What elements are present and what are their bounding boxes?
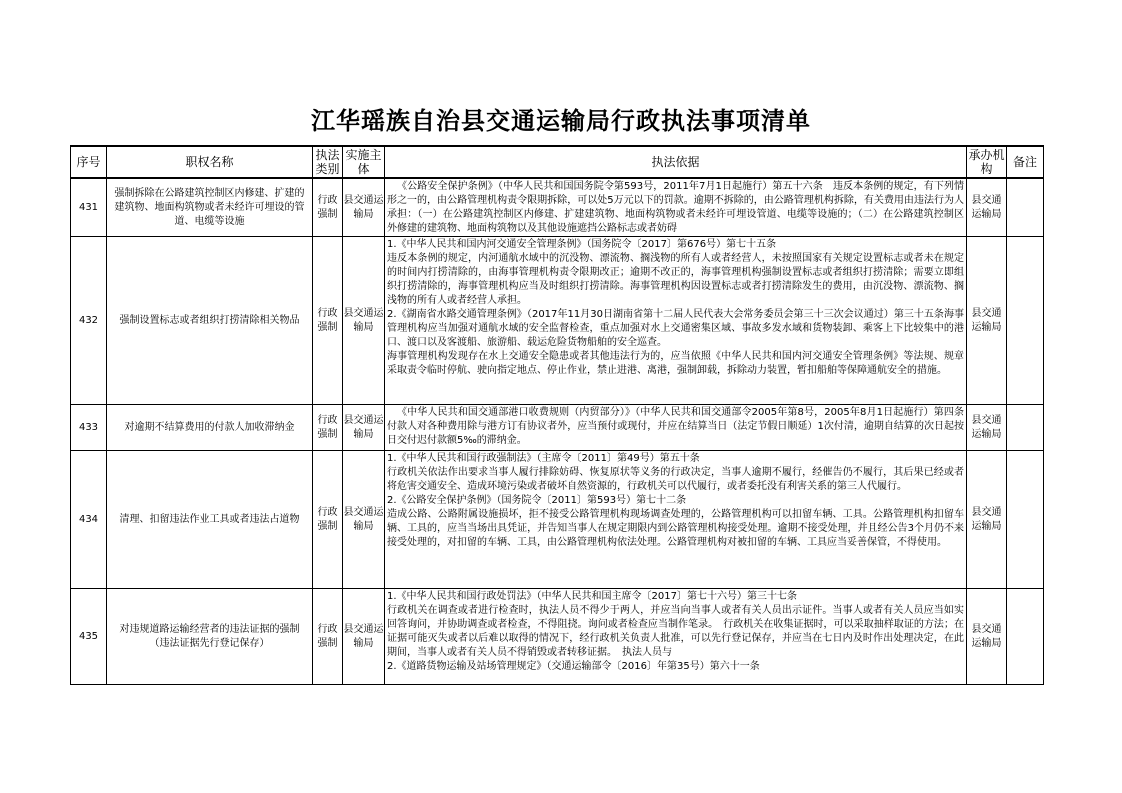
row-org: 县交通运输局 [967,589,1007,685]
basis-paragraph: 海事管理机构发现存在水上交通安全隐患或者其他违法行为的，应当依照《中华人民共和国内河交通安全管理条例》等法规、规章采取责令临时停航、驶向指定地点、停止作业，禁止进港、离港，强制卸载，拆除动力装置，暂扣船舶等保障通航安全的措施。 [387,351,964,376]
header-seq: 序号 [71,146,107,178]
row-name: 对违规道路运输经营者的违法证据的强制（违法证据先行登记保存） [107,589,313,685]
table-row [71,237,1044,405]
page-title: 江华瑶族自治县交通运输局行政执法事项清单 [311,106,811,135]
basis-paragraph: 《中华人民共和国交通部港口收费规则（内贸部分）》（中华人民共和国交通部令2005年第8号，2005年8月1日起施行）第四条 付款人对各种费用除与港方订有协议者外，应当预付或现付，并应在结算当日（法定节假日顺延）1次付清，逾期自结算的次日起按日交付迟付款额5‰的滞纳金。 [387,407,974,446]
basis-paragraph: 行政机关在调查或者进行检查时，执法人员不得少于两人，并应当向当事人或者有关人员出示证件。当事人或者有关人员应当如实回答询问，并协助调查或者检查，不得阻挠。询问或者检查应当制作笔录。 行政机关在收集证据时，可以采取抽样取证的方法；在证据可能灭失或者以后难以取得的情况下，经行政机关负责人批准，可以先行登记保存，并应当在七日内及时作出处理决定，在此期间，当事人或者有关人员不得销毁或者转移证据。 执法人员与 [387,605,964,658]
row-type: 行政强制 [313,237,343,405]
table-row [71,405,1044,451]
basis-paragraph: 1.《中华人民共和国行政强制法》（主席令〔2011〕第49号）第五十条 [387,453,700,464]
row-basis [385,451,967,589]
header-basis: 执法依据 [385,146,967,178]
row-org: 县交通运输局 [967,237,1007,405]
basis-paragraph: 1.《中华人民共和国行政处罚法》（中华人民共和国主席令〔2017〕第七十六号）第三十七条 [387,591,797,602]
table-row [71,589,1044,685]
header-name: 职权名称 [107,146,313,178]
row-subject: 县交通运输局 [343,451,385,589]
basis-paragraph: 2.《道路货物运输及站场管理规定》（交通运输部令〔2016〕年第35号）第六十一条 [387,661,760,672]
basis-paragraph: 造成公路、公路附属设施损坏，拒不接受公路管理机构现场调查处理的，公路管理机构可以扣留车辆、工具。公路管理机构扣留车辆、工具的，应当当场出具凭证，并告知当事人在规定期限内到公路管理机构接受处理。逾期不接受处理，并且经公告3个月仍不来接受处理的，对扣留的车辆、工具，由公路管理机构依法处理。公路管理机构对被扣留的车辆、工具应当妥善保管，不得使用。 [387,509,964,548]
row-type: 行政强制 [313,451,343,589]
row-subject: 县交通运输局 [343,237,385,405]
row-remark [1007,589,1044,685]
row-subject: 县交通运输局 [343,178,385,237]
row-seq: 435 [71,589,107,685]
row-org: 县交通运输局 [967,405,1007,451]
header-subject: 实施主体 [343,146,385,178]
row-remark [1007,178,1044,237]
basis-paragraph: 违反本条例的规定，内河通航水域中的沉没物、漂流物、搁浅物的所有人或者经营人，未按照国家有关规定设置标志或者未在规定的时间内打捞清除的，由海事管理机构责令限期改正；逾期不改正的，海事管理机构强制设置标志或者组织打捞清除；需要立即组织打捞清除的，海事管理机构应当及时组织打捞清除。海事管理机构因设置标志或者打捞清除发生的费用，由沉没物、漂流物、搁浅物的所有人或者经营人承担。 [387,253,964,306]
table-row [71,451,1044,589]
row-subject: 县交通运输局 [343,405,385,451]
row-remark [1007,405,1044,451]
row-name: 清理、扣留违法作业工具或者违法占道物 [107,451,313,589]
basis-paragraph: 2.《湖南省水路交通管理条例》（2017年11月30日湖南省第十二届人民代表大会常务委员会第三十三次会议通过）第三十五条海事管理机构应当加强对通航水域的安全监督检查，重点加强对水上交通密集区域、事故多发水域和货物装卸、乘客上下比较集中的港口、渡口以及客渡船、旅游船、载运危险货物船舶的安全巡查。 [387,309,964,348]
row-seq: 433 [71,405,107,451]
header-remark: 备注 [1007,146,1044,178]
row-name: 强制拆除在公路建筑控制区内修建、扩建的建筑物、地面构筑物或者未经许可埋设的管道、电缆等设施 [107,178,313,237]
row-remark [1007,451,1044,589]
row-basis [385,178,967,237]
table-header-row [71,146,1044,178]
row-type: 行政强制 [313,178,343,237]
basis-paragraph: 1.《中华人民共和国内河交通安全管理条例》（国务院令〔2017〕第676号）第七十五条 [387,239,777,250]
basis-paragraph: 2.《公路安全保护条例》（国务院令〔2011〕第593号）第七十二条 [387,495,687,506]
row-basis [385,237,967,405]
row-seq: 432 [71,237,107,405]
enforcement-table [70,145,1044,685]
row-basis [385,405,974,451]
row-name: 强制设置标志或者组织打捞清除相关物品 [107,237,313,405]
table-row [71,178,1044,237]
row-type: 行政强制 [313,589,343,685]
row-basis [385,589,967,685]
header-org: 承办机构 [968,148,1005,176]
row-subject: 县交通运输局 [343,589,385,685]
row-remark [1007,237,1044,405]
header-type: 执法类别 [313,146,343,178]
row-name: 对逾期不结算费用的付款人加收滞纳金 [107,405,313,451]
row-seq: 431 [71,178,107,237]
basis-paragraph: 行政机关依法作出要求当事人履行排除妨碍、恢复原状等义务的行政决定，当事人逾期不履行，经催告仍不履行，其后果已经或者将危害交通安全、造成环境污染或者破坏自然资源的，行政机关可以代履行，或者委托没有利害关系的第三人代履行。 [387,467,964,492]
row-org: 县交通运输局 [967,178,1007,237]
row-org: 县交通运输局 [967,451,1007,589]
basis-paragraph: 《公路安全保护条例》（中华人民共和国国务院令第593号，2011年7月1日起施行）第五十六条 违反本条例的规定，有下列情形之一的，由公路管理机构责令限期拆除，可以处5万元以下的罚款。逾期不拆除的，由公路管理机构拆除，有关费用由违法行为人承担：（一）在公路建筑控制区内修建、扩建建筑物、地面构筑物或者未经许可埋设管道、电缆等设施的；（二）在公路建筑控制区外修建的建筑物、地面构筑物以及其他设施遮挡公路标志或者妨碍 [387,181,964,234]
row-seq: 434 [71,451,107,589]
row-type: 行政强制 [313,405,343,451]
